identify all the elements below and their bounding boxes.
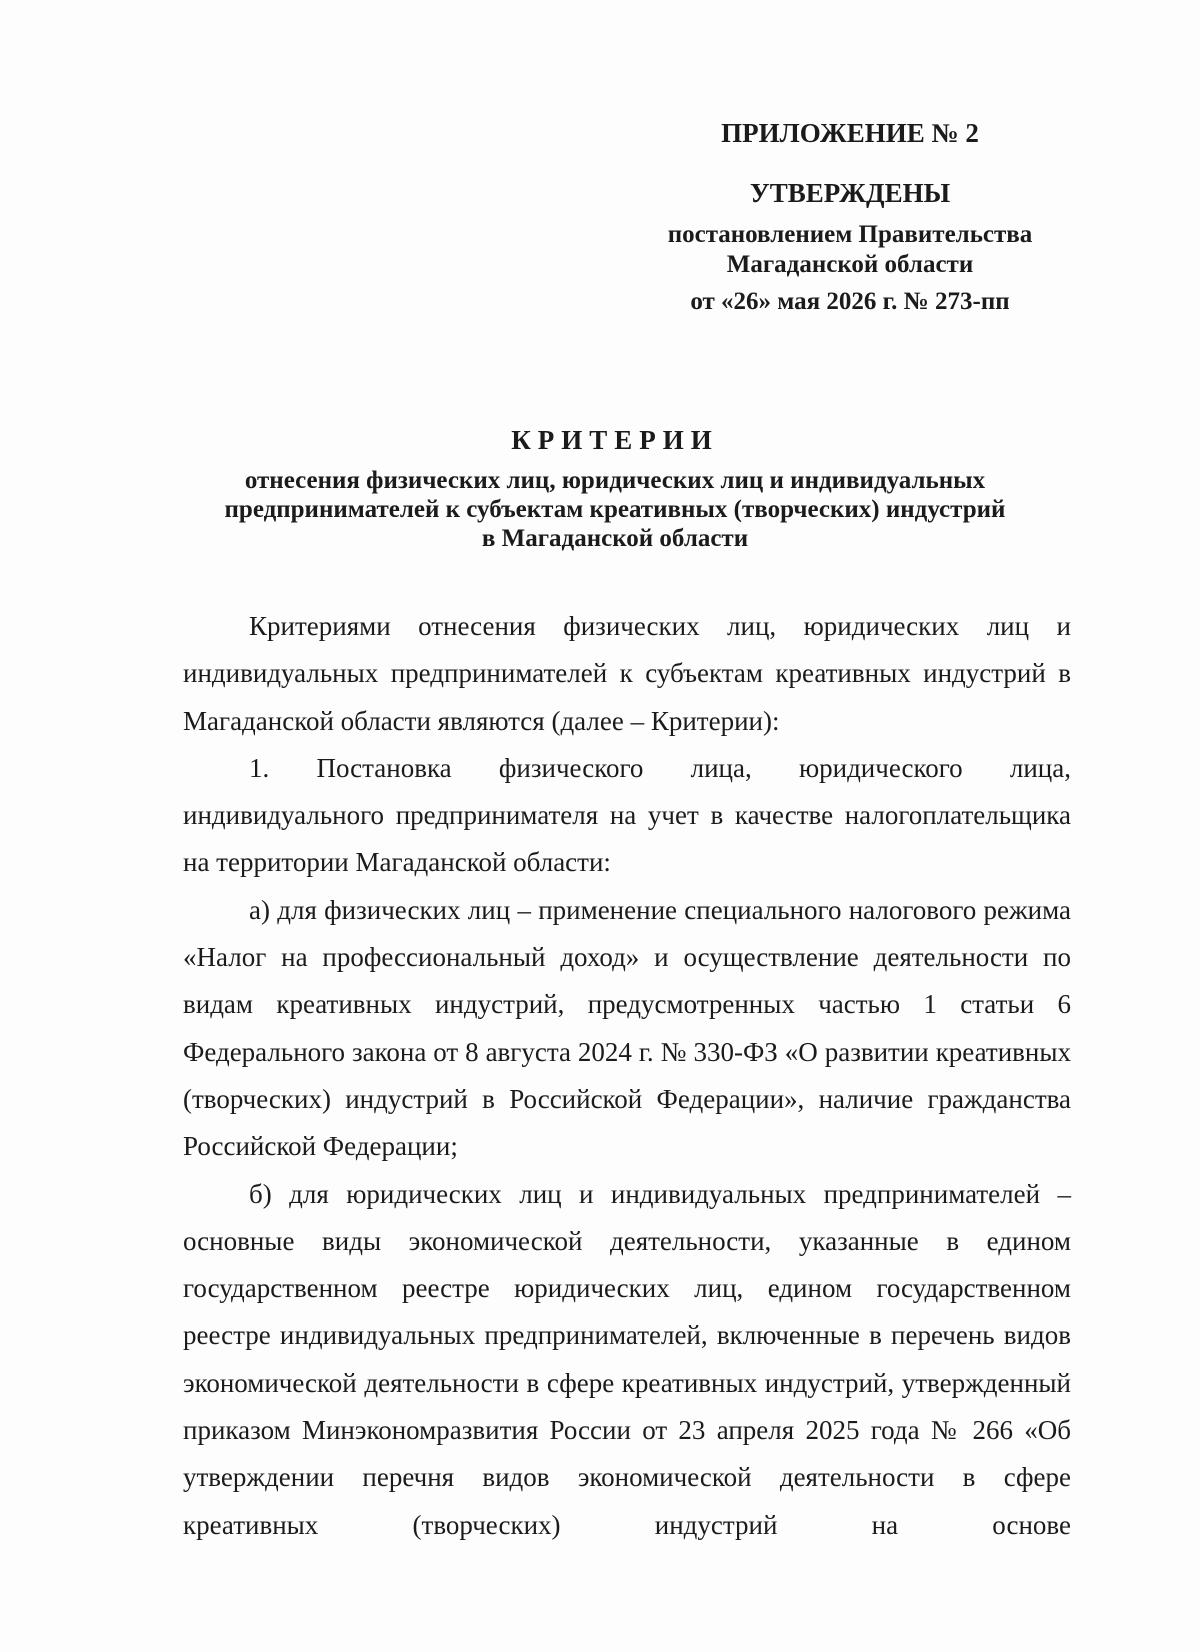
subtitle-line-1: отнесения физических лиц, юридических лиц и индивидуальных bbox=[244, 467, 986, 494]
approved-heading: УТВЕРЖДЕНЫ bbox=[749, 178, 951, 208]
decree-line-2: Магаданской области bbox=[726, 251, 974, 278]
subtitle-line-2: предпринимателей к субъектам креативных (творческих) индустрий bbox=[224, 496, 1006, 523]
decree-reference bbox=[620, 220, 1080, 280]
criterion-1-paragraph: 1. Постановка физического лица, юридического лица, индивидуального предпринимателя на учет в качестве налогоплательщика на территории Магаданской области: bbox=[183, 752, 1071, 878]
document-body bbox=[183, 603, 1071, 1549]
intro-paragraph: Критериями отнесения физических лиц, юридических лиц и индивидуальных предпринимателей к субъектам креативных индустрий в Магаданской области являются (далее – Критерии): bbox=[183, 611, 1071, 736]
annex-heading: ПРИЛОЖЕНИЕ № 2 bbox=[721, 118, 979, 148]
subtitle-line-3: в Магаданской области bbox=[481, 525, 749, 552]
decree-line-1: постановлением Правительства bbox=[667, 221, 1033, 248]
criterion-a-paragraph: а) для физических лиц – применение специального налогового режима «Налог на профессиональный доход» и осуществление деятельности по видам креативных индустрий, предусмотренных частью 1 статьи 6 Федерального закона от 8 августа 2024 г. № 330-ФЗ «О развитии креативных (творческих) индустрий в Российской Федерации», наличие гражданства Российской Федерации; bbox=[183, 894, 1071, 1162]
document-subtitle bbox=[150, 466, 1080, 553]
decree-date: от «26» мая 2026 г. № 273-пп bbox=[690, 288, 1010, 315]
document-title: КРИТЕРИИ bbox=[511, 425, 719, 455]
criterion-b-paragraph: б) для юридических лиц и индивидуальных предпринимателей – основные виды экономической деятельности, указанные в едином государственном реестре юридических лиц, едином государственном реестре индивидуальных предпринимателей, включенные в перечень видов экономической деятельности в сфере креативных индустрий, утвержденный приказом Минэкономразвития России от 23 апреля 2025 года № 266 «Об утверждении перечня видов экономической деятельности в сфере креативных (творческих) индустрий на основе bbox=[183, 1178, 1071, 1540]
